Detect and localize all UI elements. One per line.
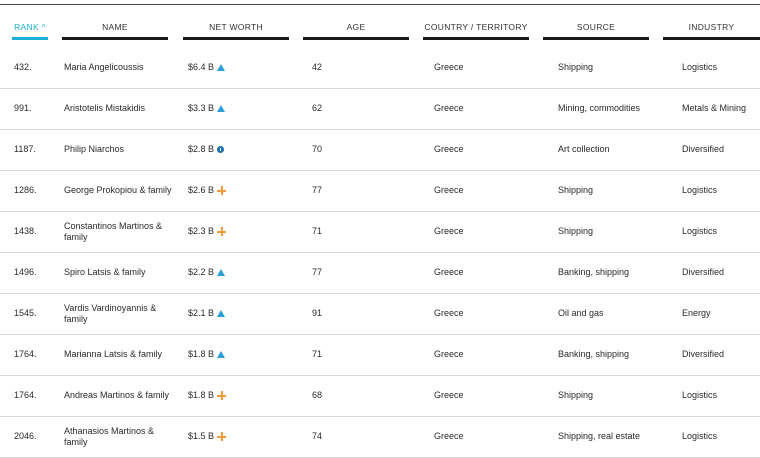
industry-cell: [682, 375, 760, 416]
source-cell: [558, 170, 662, 211]
rank-cell-text: 991.: [14, 103, 32, 113]
active-sort-indicator: [12, 37, 48, 40]
plus-icon: [217, 186, 226, 195]
country-cell: [434, 293, 534, 334]
table-header: [0, 20, 760, 42]
net-worth-cell-text: $2.1 B: [188, 308, 215, 318]
info-icon: [217, 146, 224, 153]
rank-cell: [14, 375, 54, 416]
rank-cell: [14, 416, 54, 457]
column-underline: [423, 37, 529, 40]
source-cell-text: Shipping: [558, 390, 594, 400]
column-underline: [183, 37, 289, 40]
up-icon: [217, 269, 225, 276]
age-cell: [312, 170, 372, 211]
name-cell-text: Athanasios Martinos & family: [64, 425, 155, 447]
rank-cell: [14, 170, 54, 211]
column-header-net-worth[interactable]: [183, 20, 289, 42]
age-cell: [312, 334, 372, 375]
name-cell[interactable]: [64, 416, 178, 457]
source-cell: [558, 129, 662, 170]
age-cell: [312, 375, 372, 416]
net-worth-cell-text: $2.3 B: [188, 226, 215, 236]
source-cell: [558, 211, 662, 252]
rank-cell: [14, 129, 54, 170]
age-cell: [312, 416, 372, 457]
column-header-country[interactable]: [423, 20, 529, 42]
country-cell-text: Greece: [434, 390, 464, 400]
age-cell-text: 74: [312, 431, 323, 441]
rank-cell-text: 1764.: [14, 349, 37, 359]
column-header-industry[interactable]: [663, 20, 760, 42]
name-cell-text: Philip Niarchos: [64, 144, 125, 154]
rank-cell-text: 432.: [14, 62, 32, 72]
source-cell: [558, 416, 662, 457]
plus-icon: [217, 391, 226, 400]
net-worth-cell-text: $6.4 B: [188, 62, 215, 72]
column-header-country-label: COUNTRY / TERRITORY: [424, 22, 528, 32]
rank-cell: [14, 211, 54, 252]
country-cell: [434, 252, 534, 293]
column-header-source-label: SOURCE: [576, 22, 616, 32]
rank-cell-text: 1187.: [14, 144, 36, 154]
net-worth-cell-text: $3.3 B: [188, 103, 215, 113]
table-row[interactable]: [0, 47, 760, 89]
source-cell: [558, 293, 662, 334]
source-cell-text: Shipping, real estate: [558, 431, 641, 441]
source-cell-text: Mining, commodities: [558, 103, 641, 113]
up-icon: [217, 105, 225, 112]
name-cell[interactable]: [64, 129, 178, 170]
age-cell-text: 62: [312, 103, 323, 113]
rank-cell-text: 2046.: [14, 431, 37, 441]
net-worth-cell: [188, 170, 288, 211]
age-cell: [312, 252, 372, 293]
industry-cell: [682, 416, 760, 457]
table-row[interactable]: [0, 170, 760, 212]
country-cell-text: Greece: [434, 103, 464, 113]
net-worth-cell-text: $1.8 B: [188, 390, 215, 400]
country-cell-text: Greece: [434, 226, 464, 236]
net-worth-cell: [188, 375, 288, 416]
up-icon: [217, 64, 225, 71]
source-cell-text: Banking, shipping: [558, 267, 630, 277]
rank-cell-text: 1438.: [14, 226, 37, 236]
name-cell-text: Spiro Latsis & family: [64, 267, 146, 277]
name-cell[interactable]: [64, 293, 178, 334]
industry-cell-text: Diversified: [682, 144, 725, 154]
rank-cell: [14, 334, 54, 375]
industry-cell-text: Diversified: [682, 349, 725, 359]
age-cell-text: 68: [312, 390, 323, 400]
industry-cell: [682, 47, 760, 88]
industry-cell: [682, 293, 760, 334]
net-worth-cell-text: $2.6 B: [188, 185, 215, 195]
source-cell-text: Banking, shipping: [558, 349, 630, 359]
age-cell-text: 71: [312, 226, 323, 236]
column-header-source[interactable]: [543, 20, 649, 42]
table-row[interactable]: [0, 129, 760, 171]
industry-cell: [682, 88, 760, 129]
name-cell-text: Aristotelis Mistakidis: [64, 103, 146, 113]
industry-cell-text: Logistics: [682, 62, 718, 72]
column-underline: [663, 37, 760, 40]
industry-cell: [682, 252, 760, 293]
name-cell[interactable]: [64, 252, 178, 293]
age-cell-text: 71: [312, 349, 323, 359]
source-cell-text: Art collection: [558, 144, 610, 154]
table-row[interactable]: [0, 252, 760, 294]
age-cell: [312, 129, 372, 170]
age-cell: [312, 211, 372, 252]
industry-cell: [682, 129, 760, 170]
column-header-age[interactable]: [303, 20, 409, 42]
table-row[interactable]: [0, 293, 760, 335]
name-cell-text: Marianna Latsis & family: [64, 349, 163, 359]
column-underline: [303, 37, 409, 40]
country-cell-text: Greece: [434, 144, 464, 154]
country-cell: [434, 334, 534, 375]
net-worth-cell: [188, 293, 288, 334]
table-row[interactable]: [0, 375, 760, 417]
plus-icon: [217, 227, 226, 236]
age-cell-text: 91: [312, 308, 323, 318]
column-header-rank-label: RANK ^: [14, 22, 46, 32]
country-cell: [434, 211, 534, 252]
source-cell: [558, 375, 662, 416]
net-worth-cell: [188, 47, 288, 88]
column-underline: [543, 37, 649, 40]
age-cell-text: 77: [312, 267, 323, 277]
table-row[interactable]: [0, 334, 760, 376]
age-cell-text: 42: [312, 62, 323, 72]
name-cell[interactable]: [64, 170, 178, 211]
industry-cell-text: Diversified: [682, 267, 725, 277]
column-header-name[interactable]: [62, 20, 168, 42]
age-cell: [312, 88, 372, 129]
net-worth-cell: [188, 252, 288, 293]
industry-cell: [682, 334, 760, 375]
industry-cell-text: Metals & Mining: [682, 103, 747, 113]
industry-cell-text: Logistics: [682, 431, 718, 441]
name-cell-text: Vardis Vardinoyannis & family: [64, 302, 157, 324]
rank-cell-text: 1286.: [14, 185, 37, 195]
net-worth-cell: [188, 129, 288, 170]
name-cell-text: Maria Angelicoussis: [64, 62, 144, 72]
table-row[interactable]: [0, 88, 760, 130]
source-cell-text: Shipping: [558, 226, 594, 236]
source-cell-text: Oil and gas: [558, 308, 604, 318]
name-cell[interactable]: [64, 47, 178, 88]
source-cell: [558, 252, 662, 293]
age-cell: [312, 293, 372, 334]
name-cell-text: Andreas Martinos & family: [64, 390, 170, 400]
name-cell[interactable]: [64, 375, 178, 416]
source-cell-text: Shipping: [558, 185, 594, 195]
name-cell-text: Constantinos Martinos & family: [64, 220, 163, 242]
source-cell: [558, 334, 662, 375]
name-cell[interactable]: [64, 334, 178, 375]
name-cell[interactable]: [64, 211, 178, 252]
name-cell[interactable]: [64, 88, 178, 129]
country-cell-text: Greece: [434, 431, 464, 441]
country-cell: [434, 170, 534, 211]
column-header-industry-label: INDUSTRY: [688, 22, 735, 32]
industry-cell-text: Logistics: [682, 185, 718, 195]
industry-cell-text: Energy: [682, 308, 711, 318]
column-underline: [62, 37, 168, 40]
rank-cell-text: 1764.: [14, 390, 37, 400]
country-cell-text: Greece: [434, 62, 464, 72]
country-cell-text: Greece: [434, 308, 464, 318]
source-cell: [558, 88, 662, 129]
net-worth-cell: [188, 416, 288, 457]
country-cell: [434, 47, 534, 88]
net-worth-cell-text: $2.8 B: [188, 144, 215, 154]
age-cell-text: 77: [312, 185, 323, 195]
top-divider: [0, 4, 760, 5]
country-cell-text: Greece: [434, 185, 464, 195]
country-cell-text: Greece: [434, 349, 464, 359]
rank-cell: [14, 293, 54, 334]
source-cell: [558, 47, 662, 88]
net-worth-cell-text: $1.8 B: [188, 349, 215, 359]
column-header-rank[interactable]: [12, 20, 48, 42]
country-cell: [434, 88, 534, 129]
table-row[interactable]: [0, 211, 760, 253]
industry-cell-text: Logistics: [682, 226, 718, 236]
net-worth-cell-text: $1.5 B: [188, 431, 215, 441]
up-icon: [217, 351, 225, 358]
column-header-name-label: NAME: [102, 22, 128, 32]
column-header-net-worth-label: NET WORTH: [209, 22, 263, 32]
country-cell: [434, 375, 534, 416]
net-worth-cell: [188, 88, 288, 129]
name-cell-text: George Prokopiou & family: [64, 185, 172, 195]
industry-cell: [682, 211, 760, 252]
industry-cell-text: Logistics: [682, 390, 718, 400]
rank-cell: [14, 252, 54, 293]
net-worth-cell: [188, 211, 288, 252]
source-cell-text: Shipping: [558, 62, 594, 72]
industry-cell: [682, 170, 760, 211]
table-row[interactable]: [0, 416, 760, 458]
rank-cell: [14, 88, 54, 129]
rank-cell-text: 1496.: [14, 267, 37, 277]
rank-cell-text: 1545.: [14, 308, 37, 318]
age-cell-text: 70: [312, 144, 323, 154]
rank-cell: [14, 47, 54, 88]
country-cell-text: Greece: [434, 267, 464, 277]
column-header-age-label: AGE: [346, 22, 366, 32]
plus-icon: [217, 432, 226, 441]
net-worth-cell: [188, 334, 288, 375]
up-icon: [217, 310, 225, 317]
net-worth-cell-text: $2.2 B: [188, 267, 215, 277]
age-cell: [312, 47, 372, 88]
country-cell: [434, 129, 534, 170]
country-cell: [434, 416, 534, 457]
